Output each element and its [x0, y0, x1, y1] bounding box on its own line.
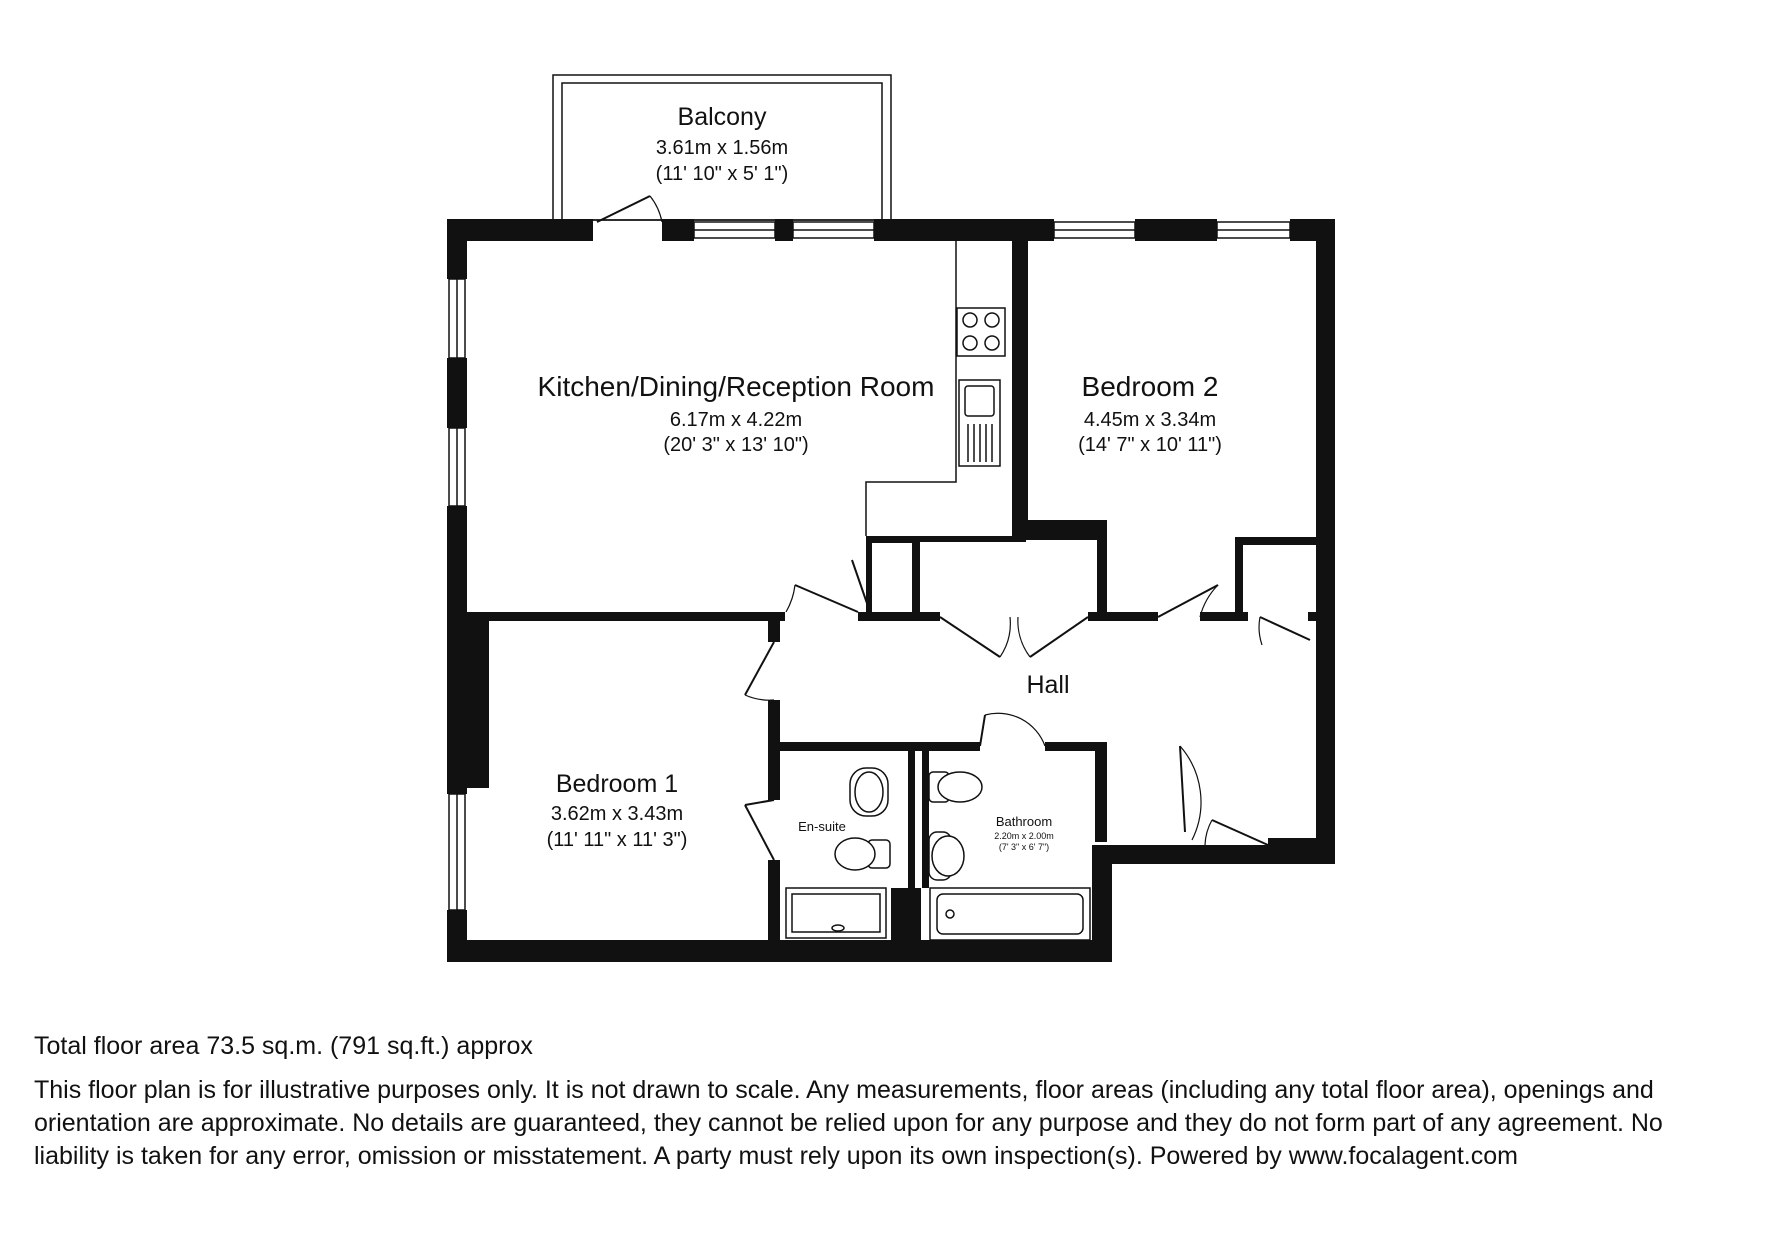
bedroom1-metric: 3.62m x 3.43m: [550, 803, 684, 825]
room-labels: [538, 103, 1222, 852]
footer: [34, 1030, 1754, 1173]
sanitary-fixtures: [786, 768, 1090, 940]
bedroom2-name: Bedroom 2: [1081, 371, 1219, 402]
kitchen-metric: 6.17m x 4.22m: [669, 409, 803, 431]
bathroom-imperial: (7' 3" x 6' 7"): [998, 842, 1050, 852]
balcony-imperial: (11' 10" x 5' 1"): [655, 163, 789, 185]
kitchen-name: Kitchen/Dining/Reception Room: [537, 371, 935, 402]
disclaimer-text: This floor plan is for illustrative purposes only. It is not drawn to scale. Any measurements, floor areas (including any total floor area), openings and orientation are approximate. No details are guaranteed, they cannot be relied upon for any purpose and they do not form part of any agreement. No liability is taken for any error, omission or misstatement. A party must rely upon its own inspection(s). Powered by www.focalagent.com: [34, 1076, 1663, 1170]
total-floor-area: Total floor area 73.5 sq.m. (791 sq.ft.) approx: [34, 1032, 533, 1060]
doors: [597, 196, 1310, 860]
bathroom-metric: 2.20m x 2.00m: [994, 831, 1054, 841]
hob-ring-icon: [963, 313, 977, 327]
bathroom-name: Bathroom: [995, 814, 1053, 829]
kitchen-imperial: (20' 3" x 13' 10"): [663, 434, 809, 456]
balcony-name: Balcony: [677, 103, 767, 131]
bedroom2-metric: 4.45m x 3.34m: [1083, 409, 1217, 431]
ensuite-name: En-suite: [798, 819, 846, 834]
balcony-metric: 3.61m x 1.56m: [655, 137, 789, 159]
bedroom2-imperial: (14' 7" x 10' 11"): [1078, 434, 1222, 456]
bedroom1-imperial: (11' 11" x 11' 3"): [546, 829, 688, 851]
bedroom1-name: Bedroom 1: [555, 770, 679, 798]
hall-name: Hall: [1026, 671, 1070, 699]
